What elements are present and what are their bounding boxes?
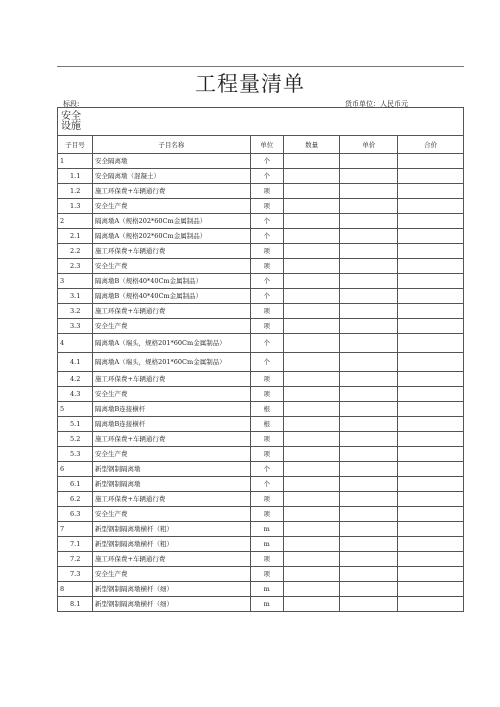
cell-total	[398, 334, 464, 353]
cell-item-no: 7.2	[58, 552, 93, 567]
cell-item-name: 隔离墩A（规格202*60Cm金属制品）	[92, 214, 250, 229]
cell-item-no: 4.3	[58, 387, 93, 402]
table-row	[58, 169, 464, 184]
cell-item-no: 8.1	[58, 597, 93, 612]
cell-unit: 项	[250, 184, 283, 199]
cell-item-no: 1.2	[58, 184, 93, 199]
cell-total	[398, 304, 464, 319]
cell-unit-price	[340, 552, 398, 567]
cell-unit: 根	[250, 417, 283, 432]
cell-unit: 项	[250, 244, 283, 259]
cell-total	[398, 417, 464, 432]
table-header-row	[58, 136, 464, 154]
cell-item-name: 安全生产费	[92, 387, 250, 402]
table-row	[58, 353, 464, 372]
cell-unit-price	[340, 492, 398, 507]
cell-unit: 项	[250, 259, 283, 274]
cell-quantity	[283, 597, 340, 612]
cell-total	[398, 353, 464, 372]
cell-item-no: 3.1	[58, 289, 93, 304]
table-row	[58, 184, 464, 199]
cell-unit-price	[340, 477, 398, 492]
cell-item-no: 6.2	[58, 492, 93, 507]
table-row	[58, 289, 464, 304]
cell-unit: 项	[250, 319, 283, 334]
cell-unit-price	[340, 447, 398, 462]
table-row	[58, 304, 464, 319]
table-row	[58, 387, 464, 402]
cell-quantity	[283, 259, 340, 274]
cell-unit: 个	[250, 229, 283, 244]
cell-unit: 个	[250, 462, 283, 477]
cell-unit: 个	[250, 154, 283, 169]
cell-item-name: 安全隔离墩（混凝土）	[92, 169, 250, 184]
cell-unit: m	[250, 582, 283, 597]
table-row	[58, 552, 464, 567]
cell-unit: 项	[250, 447, 283, 462]
cell-unit: 个	[250, 214, 283, 229]
cell-total	[398, 402, 464, 417]
cell-item-no: 6.1	[58, 477, 93, 492]
cell-item-no: 5.1	[58, 417, 93, 432]
cell-item-name: 隔离墩B（规格40*40Cm金属制品）	[92, 274, 250, 289]
cell-total	[398, 214, 464, 229]
header-unit: 单位	[250, 136, 283, 154]
category-row	[58, 108, 464, 136]
table-row	[58, 462, 464, 477]
header-quantity: 数量	[283, 136, 340, 154]
cell-total	[398, 259, 464, 274]
cell-quantity	[283, 372, 340, 387]
cell-item-name: 施工环保费+车辆通行费	[92, 184, 250, 199]
cell-unit-price	[340, 353, 398, 372]
cell-unit-price	[340, 372, 398, 387]
cell-total	[398, 552, 464, 567]
cell-item-no: 3.3	[58, 319, 93, 334]
cell-total	[398, 289, 464, 304]
cell-quantity	[283, 154, 340, 169]
cell-item-no: 1.1	[58, 169, 93, 184]
table-row	[58, 492, 464, 507]
cell-unit: 项	[250, 432, 283, 447]
cell-item-name: 隔离墩A（端头，规格201*60Cm金属制品）	[92, 334, 250, 353]
table-row	[58, 417, 464, 432]
cell-unit: 项	[250, 199, 283, 214]
table-row	[58, 597, 464, 612]
cell-unit: m	[250, 522, 283, 537]
cell-item-no: 2.2	[58, 244, 93, 259]
cell-item-name: 新型钢制隔离墩横杆（粗）	[92, 522, 250, 537]
cell-quantity	[283, 199, 340, 214]
cell-total	[398, 537, 464, 552]
cell-unit-price	[340, 387, 398, 402]
cell-total	[398, 184, 464, 199]
cell-quantity	[283, 462, 340, 477]
cell-unit-price	[340, 334, 398, 353]
cell-item-name: 施工环保费+车辆通行费	[92, 432, 250, 447]
cell-item-no: 2.1	[58, 229, 93, 244]
cell-quantity	[283, 274, 340, 289]
cell-item-name: 安全生产费	[92, 567, 250, 582]
cell-unit: 项	[250, 552, 283, 567]
cell-quantity	[283, 432, 340, 447]
cell-total	[398, 244, 464, 259]
cell-unit-price	[340, 229, 398, 244]
cell-item-no: 7.1	[58, 537, 93, 552]
cell-unit: 个	[250, 274, 283, 289]
bill-of-quantities-table	[57, 107, 464, 612]
header-item-no: 子目号	[58, 136, 93, 154]
cell-item-no: 5.3	[58, 447, 93, 462]
cell-unit: 项	[250, 372, 283, 387]
cell-item-no: 5.2	[58, 432, 93, 447]
cell-item-no: 3	[58, 274, 93, 289]
cell-total	[398, 169, 464, 184]
cell-unit: m	[250, 597, 283, 612]
cell-quantity	[283, 289, 340, 304]
cell-total	[398, 274, 464, 289]
cell-unit-price	[340, 402, 398, 417]
cell-quantity	[283, 334, 340, 353]
cell-unit: 根	[250, 402, 283, 417]
cell-item-name: 新型钢制隔离墩横杆（细）	[92, 597, 250, 612]
category-label: 安全 设施	[58, 108, 464, 136]
cell-quantity	[283, 537, 340, 552]
cell-unit: 项	[250, 492, 283, 507]
cell-quantity	[283, 214, 340, 229]
table-row	[58, 199, 464, 214]
cell-item-name: 新型钢制隔离墩	[92, 462, 250, 477]
cell-quantity	[283, 477, 340, 492]
cell-item-no: 7.3	[58, 567, 93, 582]
cell-item-name: 隔离墩B（规格40*40Cm金属制品）	[92, 289, 250, 304]
cell-total	[398, 229, 464, 244]
cell-unit-price	[340, 199, 398, 214]
table-row	[58, 372, 464, 387]
cell-item-no: 2	[58, 214, 93, 229]
header-total: 合价	[398, 136, 464, 154]
cell-item-no: 6	[58, 462, 93, 477]
cell-item-name: 隔离墩A（端头，规格201*60Cm金属制品）	[92, 353, 250, 372]
cell-unit-price	[340, 462, 398, 477]
table-row	[58, 447, 464, 462]
top-rule	[57, 66, 464, 67]
cell-unit: 项	[250, 567, 283, 582]
cell-unit: 个	[250, 334, 283, 353]
cell-item-no: 1	[58, 154, 93, 169]
cell-item-name: 新型钢制隔离墩横杆（细）	[92, 582, 250, 597]
cell-unit-price	[340, 417, 398, 432]
cell-quantity	[283, 169, 340, 184]
cell-item-name: 安全隔离墩	[92, 154, 250, 169]
cell-quantity	[283, 522, 340, 537]
cell-total	[398, 567, 464, 582]
table-row	[58, 214, 464, 229]
header-item-name: 子目名称	[92, 136, 250, 154]
cell-total	[398, 387, 464, 402]
cell-total	[398, 462, 464, 477]
cell-quantity	[283, 184, 340, 199]
cell-item-name: 施工环保费+车辆通行费	[92, 244, 250, 259]
table-row	[58, 274, 464, 289]
cell-unit-price	[340, 244, 398, 259]
cell-unit: 个	[250, 477, 283, 492]
cell-quantity	[283, 304, 340, 319]
table-row	[58, 582, 464, 597]
cell-item-name: 安全生产费	[92, 259, 250, 274]
table-row	[58, 567, 464, 582]
cell-unit: 个	[250, 169, 283, 184]
cell-unit: 项	[250, 304, 283, 319]
table-row	[58, 402, 464, 417]
cell-unit-price	[340, 522, 398, 537]
cell-unit-price	[340, 537, 398, 552]
cell-item-name: 新型钢制隔离墩横杆（粗）	[92, 537, 250, 552]
cell-item-no: 4.2	[58, 372, 93, 387]
bid-section-label: 标段:	[63, 100, 80, 108]
cell-quantity	[283, 507, 340, 522]
currency-label: 货币单位：人民币元	[345, 100, 408, 108]
cell-unit: 项	[250, 507, 283, 522]
cell-unit-price	[340, 169, 398, 184]
cell-item-name: 施工环保费+车辆通行费	[92, 372, 250, 387]
cell-item-no: 2.3	[58, 259, 93, 274]
cell-item-no: 4	[58, 334, 93, 353]
cell-unit-price	[340, 507, 398, 522]
cell-unit-price	[340, 289, 398, 304]
table-row	[58, 522, 464, 537]
table-row	[58, 259, 464, 274]
cell-item-no: 7	[58, 522, 93, 537]
cell-total	[398, 154, 464, 169]
cell-item-name: 隔离墩B连接横杆	[92, 417, 250, 432]
cell-quantity	[283, 402, 340, 417]
cell-quantity	[283, 387, 340, 402]
cell-unit: 个	[250, 353, 283, 372]
page-title: 工程量清单	[195, 72, 305, 96]
cell-item-name: 隔离墩A（规格202*60Cm金属制品）	[92, 229, 250, 244]
cell-unit-price	[340, 432, 398, 447]
cell-quantity	[283, 417, 340, 432]
cell-quantity	[283, 492, 340, 507]
cell-total	[398, 372, 464, 387]
cell-unit-price	[340, 567, 398, 582]
cell-item-no: 4.1	[58, 353, 93, 372]
cell-quantity	[283, 567, 340, 582]
table-row	[58, 244, 464, 259]
table-row	[58, 334, 464, 353]
table-row	[58, 229, 464, 244]
cell-item-name: 施工环保费+车辆通行费	[92, 552, 250, 567]
cell-item-no: 1.3	[58, 199, 93, 214]
cell-unit-price	[340, 184, 398, 199]
cell-unit: 个	[250, 289, 283, 304]
cell-unit-price	[340, 214, 398, 229]
cell-item-name: 施工环保费+车辆通行费	[92, 304, 250, 319]
cell-quantity	[283, 319, 340, 334]
cell-item-name: 安全生产费	[92, 447, 250, 462]
cell-unit-price	[340, 319, 398, 334]
cell-item-name: 新型钢制隔离墩	[92, 477, 250, 492]
cell-unit-price	[340, 259, 398, 274]
table-row	[58, 154, 464, 169]
cell-unit: 项	[250, 387, 283, 402]
table-row	[58, 432, 464, 447]
cell-item-name: 施工环保费+车辆通行费	[92, 492, 250, 507]
table-row	[58, 319, 464, 334]
cell-total	[398, 432, 464, 447]
cell-total	[398, 492, 464, 507]
cell-quantity	[283, 447, 340, 462]
cell-item-name: 隔离墩B连接横杆	[92, 402, 250, 417]
cell-unit-price	[340, 154, 398, 169]
cell-unit: m	[250, 537, 283, 552]
table-row	[58, 477, 464, 492]
cell-unit-price	[340, 304, 398, 319]
cell-total	[398, 582, 464, 597]
cell-item-no: 6.3	[58, 507, 93, 522]
cell-item-no: 3.2	[58, 304, 93, 319]
cell-item-no: 8	[58, 582, 93, 597]
cell-unit-price	[340, 582, 398, 597]
cell-total	[398, 522, 464, 537]
cell-unit-price	[340, 597, 398, 612]
cell-total	[398, 507, 464, 522]
cell-item-name: 安全生产费	[92, 507, 250, 522]
cell-quantity	[283, 244, 340, 259]
cell-quantity	[283, 582, 340, 597]
cell-quantity	[283, 353, 340, 372]
cell-item-name: 安全生产费	[92, 199, 250, 214]
cell-unit-price	[340, 274, 398, 289]
cell-quantity	[283, 552, 340, 567]
cell-total	[398, 319, 464, 334]
header-unit-price: 单价	[340, 136, 398, 154]
cell-item-no: 5	[58, 402, 93, 417]
cell-item-name: 安全生产费	[92, 319, 250, 334]
table-row	[58, 507, 464, 522]
cell-quantity	[283, 229, 340, 244]
cell-total	[398, 199, 464, 214]
cell-total	[398, 597, 464, 612]
cell-total	[398, 477, 464, 492]
table-row	[58, 537, 464, 552]
cell-total	[398, 447, 464, 462]
